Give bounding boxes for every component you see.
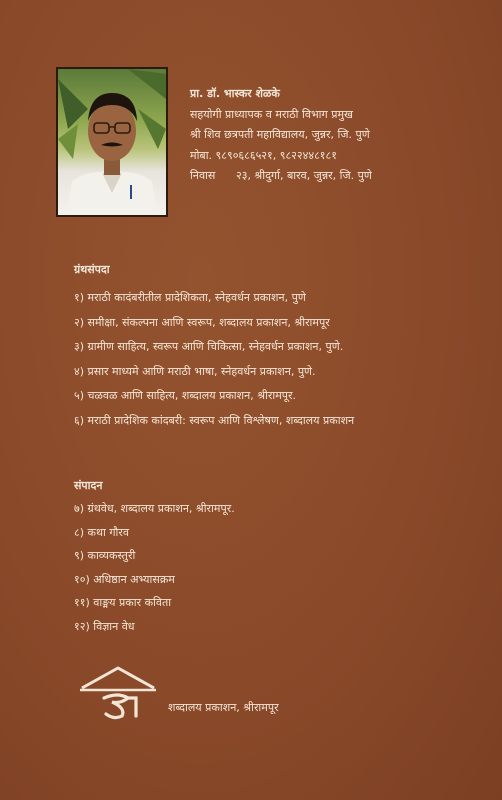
address-value: २३, श्रीदुर्गा, बारव, जुन्नर, जि. पुणे xyxy=(236,169,372,182)
books-heading: ग्रंथसंपदा xyxy=(74,263,110,276)
list-item: ११) वाङ्मय प्रकार कविता xyxy=(74,596,172,609)
list-item: ३) ग्रामीण साहित्य, स्वरूप आणि चिकित्सा, स्नेहवर्धन प्रकाशन, पुणे. xyxy=(74,340,344,353)
author-mobile: मोबा. ९८९०६८६५२१, ९८२२४४८१८१ xyxy=(190,148,337,162)
list-item: ४) प्रसार माध्यमे आणि मराठी भाषा, स्नेहवर्धन प्रकाशन, पुणे. xyxy=(74,364,316,378)
author-name: प्रा. डॉ. भास्कर शेळके xyxy=(190,87,280,100)
author-college: श्री शिव छत्रपती महाविद्यालय, जुन्नर, जि. पुणे xyxy=(190,128,370,141)
books-list xyxy=(74,286,354,433)
list-item: १०) अधिष्ठान अभ्यासक्रम xyxy=(74,572,175,586)
list-item: १) मराठी कादंबरीतील प्रादेशिकता, स्नेहवर्धन प्रकाशन, पुणे xyxy=(74,291,306,304)
publisher-name: शब्दालय प्रकाशन, श्रीरामपूर xyxy=(168,701,279,714)
address-label: निवास xyxy=(190,169,216,182)
list-item: ७) ग्रंथवेध, शब्दालय प्रकाशन, श्रीरामपूर. xyxy=(74,502,235,515)
list-item: ५) चळवळ आणि साहित्य, शब्दालय प्रकाशन, श्रीरामपूर. xyxy=(74,389,297,402)
list-item: ९) काव्यकस्तुरी xyxy=(74,549,136,562)
list-item: १२) विज्ञान वेध xyxy=(74,619,135,633)
list-item: २) समीक्षा, संकल्पना आणि स्वरूप, शब्दालय प्रकाशन, श्रीरामपूर xyxy=(74,315,330,329)
edited-list xyxy=(74,497,235,638)
author-photo xyxy=(56,67,168,217)
author-designation: सहयोगी प्राध्यापक व मराठी विभाग प्रमुख xyxy=(190,107,354,121)
author-info xyxy=(190,84,372,187)
publisher-logo-icon xyxy=(78,664,158,720)
edited-heading: संपादन xyxy=(74,479,103,492)
list-item: ८) कथा गौरव xyxy=(74,525,129,539)
list-item: ६) मराठी प्रादेशिक कांदबरी: स्वरूप आणि विश्लेषण, शब्दालय प्रकाशन xyxy=(74,413,355,427)
author-address xyxy=(190,166,372,187)
